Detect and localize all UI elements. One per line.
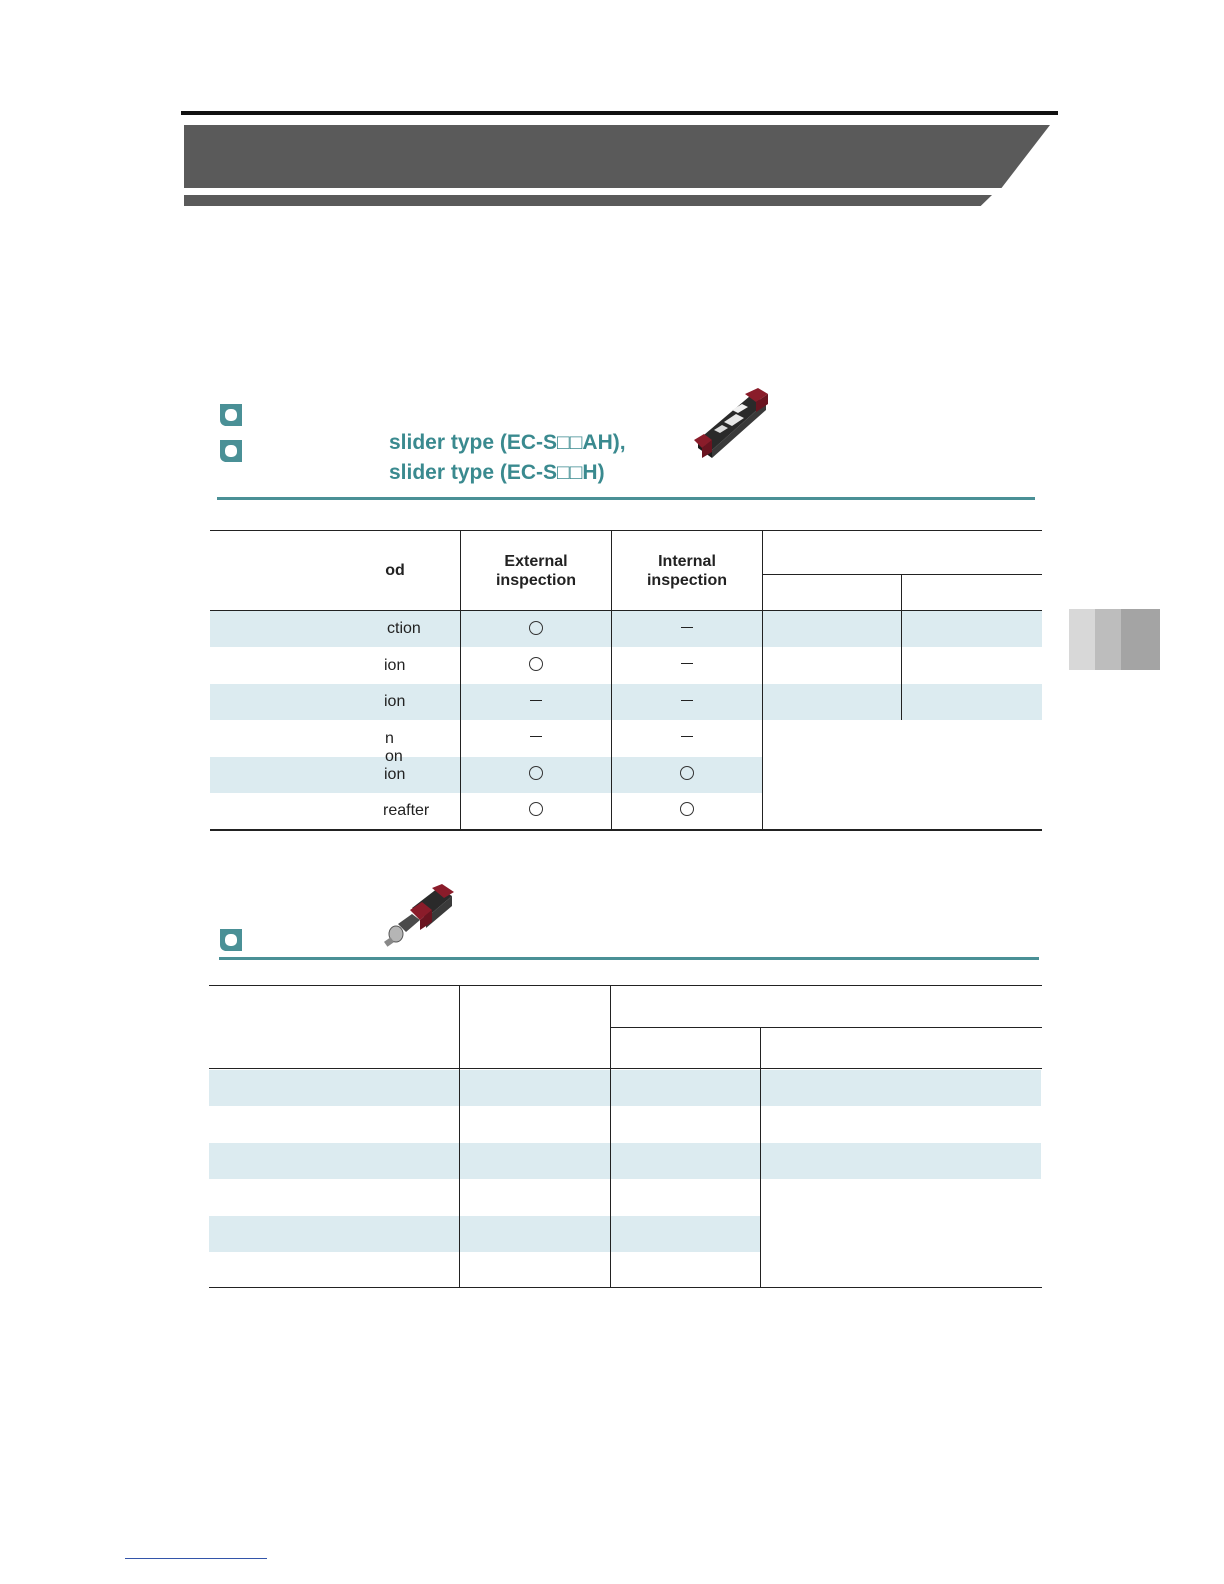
section1-rule [217, 497, 1035, 500]
side-tab-segment [1121, 609, 1160, 670]
circle-icon [680, 802, 694, 816]
table-top-rule [209, 985, 1042, 986]
internal-mark [612, 800, 762, 818]
chapter-side-tab[interactable] [1069, 609, 1160, 670]
ring-bullet-icon [217, 401, 245, 429]
table-row-band [209, 1216, 760, 1252]
chapter-banner-underline [184, 195, 992, 206]
dash-icon [681, 627, 693, 628]
chapter-banner [184, 125, 1050, 188]
row-label: ion [384, 693, 406, 710]
header-internal: Internal inspection [646, 553, 727, 589]
dash-icon [681, 663, 693, 664]
internal-mark [612, 692, 762, 710]
circle-icon [529, 766, 543, 780]
table-divider [460, 530, 461, 830]
circle-icon [529, 657, 543, 671]
dash-icon [530, 700, 542, 701]
ring-bullet-icon [217, 926, 245, 954]
table-divider [762, 530, 763, 830]
slider-actuator-icon [690, 388, 770, 460]
dash-icon [681, 700, 693, 701]
table-divider [901, 574, 902, 720]
row-label: ion [384, 766, 406, 783]
circle-icon [529, 802, 543, 816]
table-row-band [209, 1070, 1041, 1106]
internal-mark [612, 655, 762, 673]
circle-icon [680, 766, 694, 780]
internal-mark [612, 728, 762, 746]
external-mark [461, 655, 611, 673]
table-header-rule [209, 1068, 1042, 1069]
table-top-rule [210, 530, 1042, 531]
external-mark [461, 692, 611, 710]
table-subheader-rule [611, 1027, 1042, 1028]
external-mark [461, 728, 611, 746]
section1-title-line2: slider type (EC-S□□H) [389, 461, 605, 484]
table-header-rule [210, 610, 1042, 611]
table-row-band [209, 1143, 1041, 1179]
table-subheader-rule [762, 574, 1042, 575]
row-label: n on [385, 730, 403, 765]
header-external: External inspection [495, 553, 576, 589]
side-tab-segment [1069, 609, 1095, 670]
row-label: ion [384, 657, 406, 674]
side-tab-segment [1095, 609, 1121, 670]
row-label: ction [387, 620, 421, 637]
table-bottom-rule [209, 1287, 1042, 1288]
table-divider [610, 985, 611, 1288]
header-rule [181, 111, 1058, 115]
external-mark [461, 764, 611, 782]
ring-bullet-icon [217, 437, 245, 465]
section2-rule [219, 957, 1039, 960]
internal-mark [612, 619, 762, 637]
rod-actuator-icon [382, 884, 456, 952]
header-item: od [385, 562, 405, 579]
table-divider [459, 985, 460, 1288]
table-divider [611, 530, 612, 830]
dash-icon [530, 736, 542, 737]
external-mark [461, 800, 611, 818]
dash-icon [681, 736, 693, 737]
table-bottom-rule [210, 829, 1042, 831]
external-mark [461, 619, 611, 637]
table-divider [760, 1027, 761, 1288]
section1-title-line1: slider type (EC-S□□AH), [389, 431, 626, 454]
internal-mark [612, 764, 762, 782]
row-label: reafter [383, 802, 430, 819]
footer-link-underline[interactable] [125, 1558, 267, 1559]
circle-icon [529, 621, 543, 635]
